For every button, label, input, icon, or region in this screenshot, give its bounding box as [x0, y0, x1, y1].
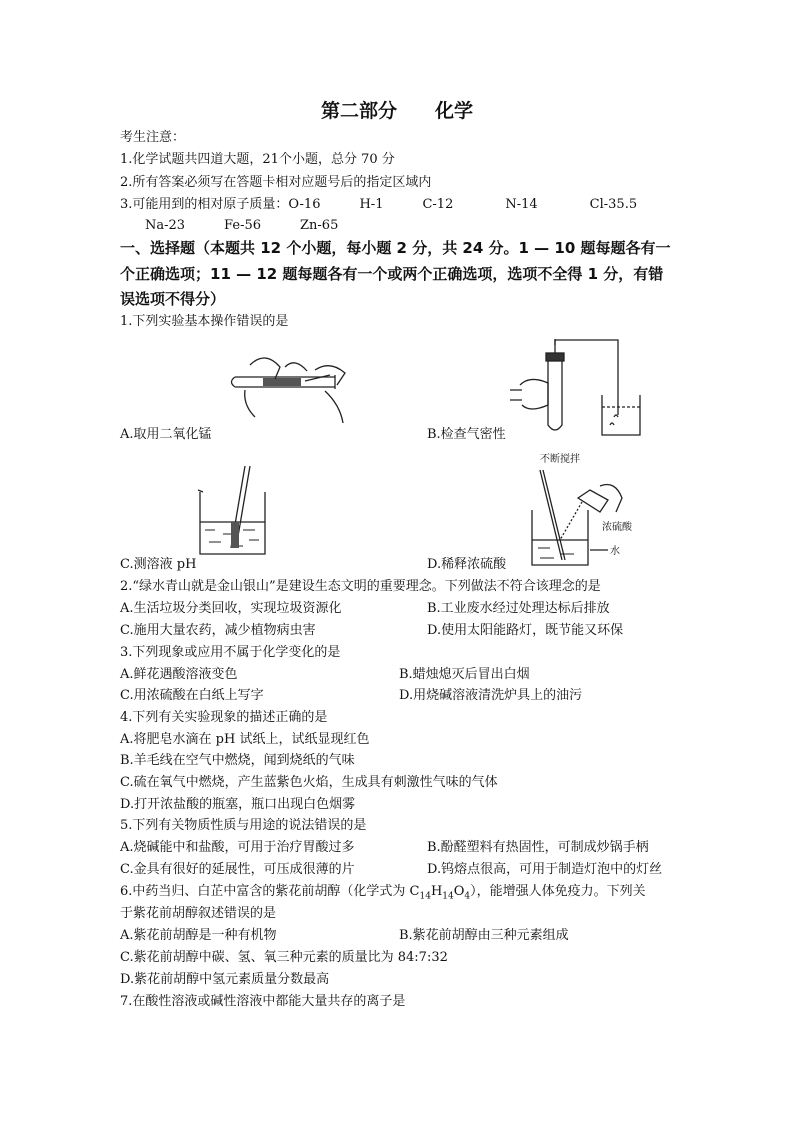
- subscript-c: 14: [419, 891, 431, 902]
- option-a: A.取用二氧化锰: [120, 427, 212, 442]
- question-stem: 4.下列有关实验现象的描述正确的是: [120, 710, 328, 725]
- option-d: D.打开浓盐酸的瓶塞，瓶口出现白色烟雾: [120, 797, 356, 812]
- stem-part: ），能增强人体免疫力。下列关: [470, 884, 646, 899]
- option-d: D.钨熔点很高，可用于制造灯泡中的灯丝: [427, 862, 663, 877]
- label-water: 水: [610, 546, 620, 557]
- option-a: A.鲜花遇酸溶液变色: [120, 667, 238, 682]
- question-stem: 3.下列现象或应用不属于化学变化的是: [120, 645, 341, 660]
- option-c: C.硫在氧气中燃烧，产生蓝紫色火焰，生成具有刺激性气味的气体: [120, 775, 498, 790]
- option-c: C.金具有很好的延展性，可压成很薄的片: [120, 862, 355, 877]
- option-b: B.羊毛线在空气中燃烧，闻到烧纸的气味: [120, 753, 355, 768]
- option-b: B.工业废水经过处理达标后排放: [427, 601, 610, 616]
- notice-heading: 考生注意：: [120, 130, 186, 145]
- option-d: D.紫花前胡醇中氢元素质量分数最高: [120, 972, 330, 987]
- option-c: C.施用大量农药，减少植物病虫害: [120, 623, 316, 638]
- question-stem: 5.下列有关物质性质与用途的说法错误的是: [120, 818, 367, 833]
- stem-part: O: [453, 884, 465, 899]
- section-heading: 误选项不得分）: [120, 290, 226, 308]
- option-a: A.紫花前胡醇是一种有机物: [120, 928, 277, 943]
- option-d: D.用烧碱溶液清洗炉具上的油污: [399, 688, 583, 703]
- notice-line: 2.所有答案必须写在答题卡相对应题号后的指定区域内: [120, 175, 432, 190]
- option-d: D.使用太阳能路灯，既节能又环保: [427, 623, 624, 638]
- subscript-h: 14: [442, 891, 454, 902]
- option-b: B.检查气密性: [427, 427, 506, 442]
- option-c: C.紫花前胡醇中碳、氢、氧三种元素的质量比为 84:7:32: [120, 950, 448, 965]
- figure-b-airtightness: [510, 335, 650, 440]
- figure-a-test-tube-hands: [225, 345, 365, 425]
- label-acid: 浓硫酸: [602, 522, 632, 533]
- stem-part: H: [430, 884, 443, 899]
- subscript-o: 4: [464, 891, 471, 902]
- option-c: C.测溶液 pH: [120, 557, 197, 572]
- question-stem: 2.“绿水青山就是金山银山”是建设生态文明的重要理念。下列做法不符合该理念的是: [120, 579, 601, 594]
- question-stem: [120, 884, 646, 905]
- question-stem: 1.下列实验基本操作错误的是: [120, 314, 289, 329]
- option-b: B.蜡烛熄灭后冒出白烟: [399, 667, 530, 682]
- figure-d-dilute-acid: [520, 450, 640, 570]
- option-a: A.生活垃圾分类回收，实现垃圾资源化: [120, 601, 342, 616]
- option-c: C.用浓硫酸在白纸上写字: [120, 688, 264, 703]
- notice-line: Na-23 Fe-56 Zn-65: [145, 218, 339, 233]
- option-b: B.酚醛塑料有热固性，可制成炒锅手柄: [427, 840, 649, 855]
- option-a: A.烧碱能中和盐酸，可用于治疗胃酸过多: [120, 840, 355, 855]
- notice-line: 1.化学试题共四道大题，21个小题，总分 70 分: [120, 152, 395, 167]
- page-title: 第二部分 化学: [320, 100, 473, 122]
- option-b: B.紫花前胡醇由三种元素组成: [399, 928, 569, 943]
- question-stem: 7.在酸性溶液或碱性溶液中都能大量共存的离子是: [120, 994, 406, 1009]
- section-heading: 个正确选项；11 — 12 题每题各有一个或两个正确选项，选项不全得 1 分，有错: [120, 265, 664, 283]
- notice-line: 3.可能用到的相对原子质量：O-16 H-1 C-12 N-14 Cl-35.5: [120, 197, 638, 212]
- section-heading: 一、选择题（本题共 12 个小题，每小题 2 分，共 24 分。1 — 10 题每题各有一: [120, 239, 671, 257]
- option-a: A.将肥皂水滴在 pH 试纸上，试纸显现红色: [120, 732, 370, 747]
- stem-part: 6.中药当归、白芷中富含的紫花前胡醇（化学式为 C: [120, 884, 420, 899]
- figure-c-ph: [195, 462, 270, 558]
- question-stem-cont: 于紫花前胡醇叙述错误的是: [120, 906, 277, 921]
- option-d: D.稀释浓硫酸: [427, 557, 507, 572]
- label-stir: 不断搅拌: [540, 454, 580, 465]
